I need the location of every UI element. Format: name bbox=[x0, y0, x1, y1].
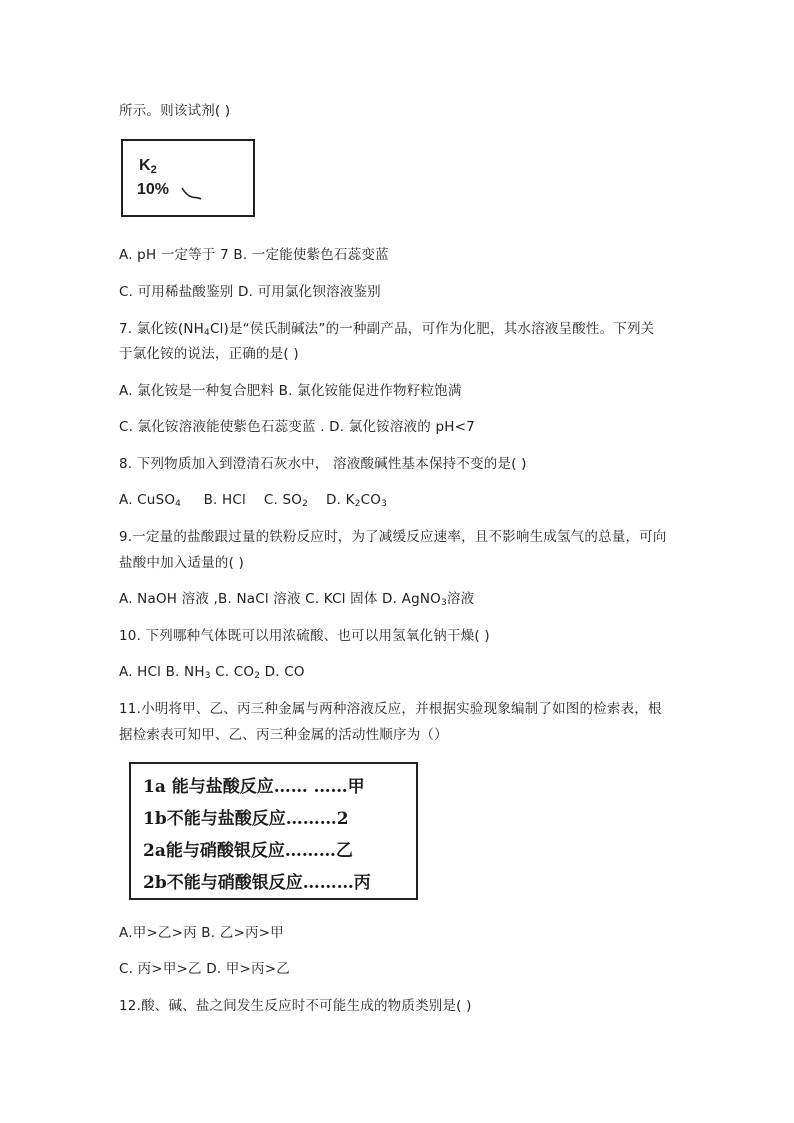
q7-options-cd: C. 氯化铵溶液能使紫色石蕊变蓝 . D. 氯化铵溶液的 pH<7 bbox=[119, 419, 475, 435]
q9-options: A. NaOH 溶液 ,B. NaCl 溶液 C. KCl 固体 D. AgNO$_3$溶液 bbox=[119, 591, 475, 608]
q9-stem-line1: 9.一定量的盐酸跟过量的铁粉反应时，为了减缓反应速率，且不影响生成氢气的总量，可向 bbox=[119, 529, 667, 545]
reagent-label-image bbox=[121, 139, 255, 217]
q11-stem-line1: 11.小明将甲、乙、丙三种金属与两种溶液反应，并根据实验现象编制了如图的检索表，根 bbox=[119, 701, 662, 717]
q6-options-cd: C. 可用稀盐酸鉴别 D. 可用氯化钡溶液鉴别 bbox=[119, 284, 381, 300]
q11-options-ab: A.甲>乙>丙 B. 乙>丙>甲 bbox=[119, 925, 284, 941]
q8-stem: 8. 下列物质加入到澄清石灰水中， 溶液酸碱性基本保持不变的是( ) bbox=[119, 456, 527, 472]
q6-stem-tail: 所示。则该试剂( ) bbox=[119, 103, 231, 119]
metal-key-table-image bbox=[129, 762, 418, 900]
q7-stem-line1: 7. 氯化铵$(NH_4Cl)$是“侯氏制碱法”的一种副产品，可作为化肥，其水溶液呈酸性。下列关 bbox=[119, 321, 655, 338]
q7-options-ab: A. 氯化铵是一种复合肥料 B. 氯化铵能促进作物籽粒饱满 bbox=[119, 383, 462, 399]
key-row-1b: 1b不能与盐酸反应………2 bbox=[143, 809, 349, 829]
q11-options-cd: C. 丙>甲>乙 D. 甲>丙>乙 bbox=[119, 961, 290, 977]
q10-options: A. HCl B. $NH_3$ C. $CO_2$ D. CO bbox=[119, 664, 305, 681]
torn-label-mark bbox=[181, 185, 207, 203]
q11-stem-line2: 据检索表可知甲、乙、丙三种金属的活动性顺序为（） bbox=[119, 727, 448, 743]
reagent-label-formula: $K_2$ bbox=[139, 157, 157, 176]
key-row-2b: 2b不能与硝酸银反应………丙 bbox=[143, 873, 371, 893]
q6-options-ab: A. pH 一定等于 7 B. 一定能使紫色石蕊变蓝 bbox=[119, 247, 389, 263]
reagent-label-concentration: 10% bbox=[137, 181, 170, 198]
q12-stem: 12.酸、碱、盐之间发生反应时不可能生成的物质类别是( ) bbox=[119, 998, 472, 1014]
q10-stem: 10. 下列哪种气体既可以用浓硫酸、也可以用氢氧化钠干燥( ) bbox=[119, 628, 490, 644]
key-row-2a: 2a能与硝酸银反应………乙 bbox=[143, 841, 353, 861]
q7-stem-line2: 于氯化铵的说法，正确的是( ) bbox=[119, 346, 299, 362]
key-row-1a: 1a 能与盐酸反应…… ……甲 bbox=[143, 777, 365, 797]
q9-stem-line2: 盐酸中加入适量的( ) bbox=[119, 555, 245, 571]
q8-options: A. CuSO$_4$ B. HCl C. $SO_2$ D. $K_2CO_3$ bbox=[119, 492, 388, 509]
